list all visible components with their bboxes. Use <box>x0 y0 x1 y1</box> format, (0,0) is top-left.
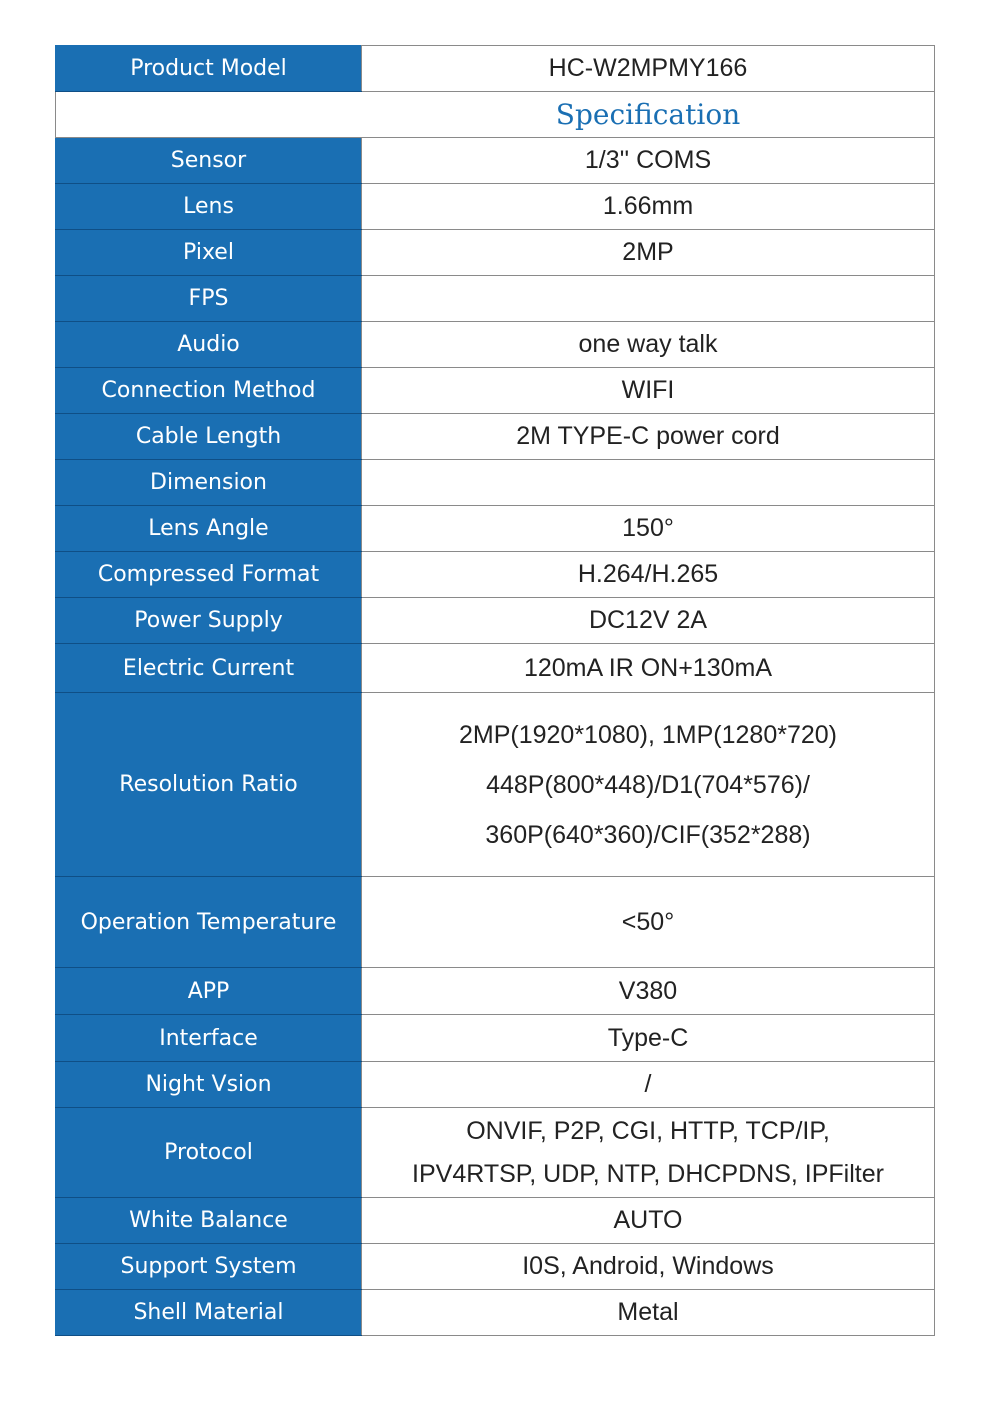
connection-method-value: WIFI <box>362 368 935 414</box>
resolution-ratio-label: Resolution Ratio <box>56 693 362 877</box>
row-connection-method <box>56 368 935 414</box>
resolution-line-2: 448P(800*448)/D1(704*576)/ <box>486 770 810 799</box>
row-lens-angle <box>56 506 935 552</box>
row-audio <box>56 322 935 368</box>
specification-title: Specification <box>56 92 935 138</box>
row-operation-temperature <box>56 877 935 968</box>
dimension-value <box>362 460 935 506</box>
row-shell-material <box>56 1290 935 1336</box>
night-vision-value: / <box>362 1062 935 1108</box>
product-model-label: Product Model <box>56 46 362 92</box>
sensor-value: 1/3'' COMS <box>362 138 935 184</box>
compressed-format-label: Compressed Format <box>56 552 362 598</box>
lens-angle-label: Lens Angle <box>56 506 362 552</box>
protocol-value <box>362 1108 935 1198</box>
interface-value: Type-C <box>362 1015 935 1062</box>
lens-label: Lens <box>56 184 362 230</box>
support-system-label: Support System <box>56 1244 362 1290</box>
shell-material-value: Metal <box>362 1290 935 1336</box>
row-white-balance <box>56 1198 935 1244</box>
lens-angle-value: 150° <box>362 506 935 552</box>
row-support-system <box>56 1244 935 1290</box>
resolution-ratio-value <box>362 693 935 877</box>
fps-value <box>362 276 935 322</box>
dimension-label: Dimension <box>56 460 362 506</box>
row-electric-current <box>56 644 935 693</box>
row-specification-title <box>56 92 935 138</box>
app-label: APP <box>56 968 362 1015</box>
fps-label: FPS <box>56 276 362 322</box>
electric-current-label: Electric Current <box>56 644 362 693</box>
lens-value: 1.66mm <box>362 184 935 230</box>
connection-method-label: Connection Method <box>56 368 362 414</box>
row-protocol <box>56 1108 935 1198</box>
row-pixel <box>56 230 935 276</box>
row-cable-length <box>56 414 935 460</box>
operation-temperature-label: Operation Temperature <box>56 877 362 968</box>
support-system-value: I0S, Android, Windows <box>362 1244 935 1290</box>
interface-label: Interface <box>56 1015 362 1062</box>
protocol-line-1: ONVIF, P2P, CGI, HTTP, TCP/IP, <box>466 1116 830 1145</box>
sensor-label: Sensor <box>56 138 362 184</box>
row-night-vision <box>56 1062 935 1108</box>
pixel-label: Pixel <box>56 230 362 276</box>
white-balance-value: AUTO <box>362 1198 935 1244</box>
compressed-format-value: H.264/H.265 <box>362 552 935 598</box>
power-supply-label: Power Supply <box>56 598 362 644</box>
electric-current-value: 120mA IR ON+130mA <box>362 644 935 693</box>
audio-value: one way talk <box>362 322 935 368</box>
audio-label: Audio <box>56 322 362 368</box>
protocol-label: Protocol <box>56 1108 362 1198</box>
night-vision-label: Night Vsion <box>56 1062 362 1108</box>
row-fps <box>56 276 935 322</box>
operation-temperature-value: <50° <box>362 877 935 968</box>
cable-length-label: Cable Length <box>56 414 362 460</box>
row-dimension <box>56 460 935 506</box>
row-compressed-format <box>56 552 935 598</box>
shell-material-label: Shell Material <box>56 1290 362 1336</box>
row-sensor <box>56 138 935 184</box>
resolution-line-3: 360P(640*360)/CIF(352*288) <box>485 820 811 849</box>
pixel-value: 2MP <box>362 230 935 276</box>
spec-table <box>55 45 935 1336</box>
row-interface <box>56 1015 935 1062</box>
white-balance-label: White Balance <box>56 1198 362 1244</box>
protocol-line-2: IPV4RTSP, UDP, NTP, DHCPDNS, IPFilter <box>412 1159 884 1188</box>
product-model-value: HC-W2MPMY166 <box>362 46 935 92</box>
power-supply-value: DC12V 2A <box>362 598 935 644</box>
row-resolution-ratio <box>56 693 935 877</box>
row-power-supply <box>56 598 935 644</box>
row-app <box>56 968 935 1015</box>
app-value: V380 <box>362 968 935 1015</box>
row-lens <box>56 184 935 230</box>
cable-length-value: 2M TYPE-C power cord <box>362 414 935 460</box>
resolution-line-1: 2MP(1920*1080), 1MP(1280*720) <box>458 720 837 749</box>
row-product-model <box>56 46 935 92</box>
